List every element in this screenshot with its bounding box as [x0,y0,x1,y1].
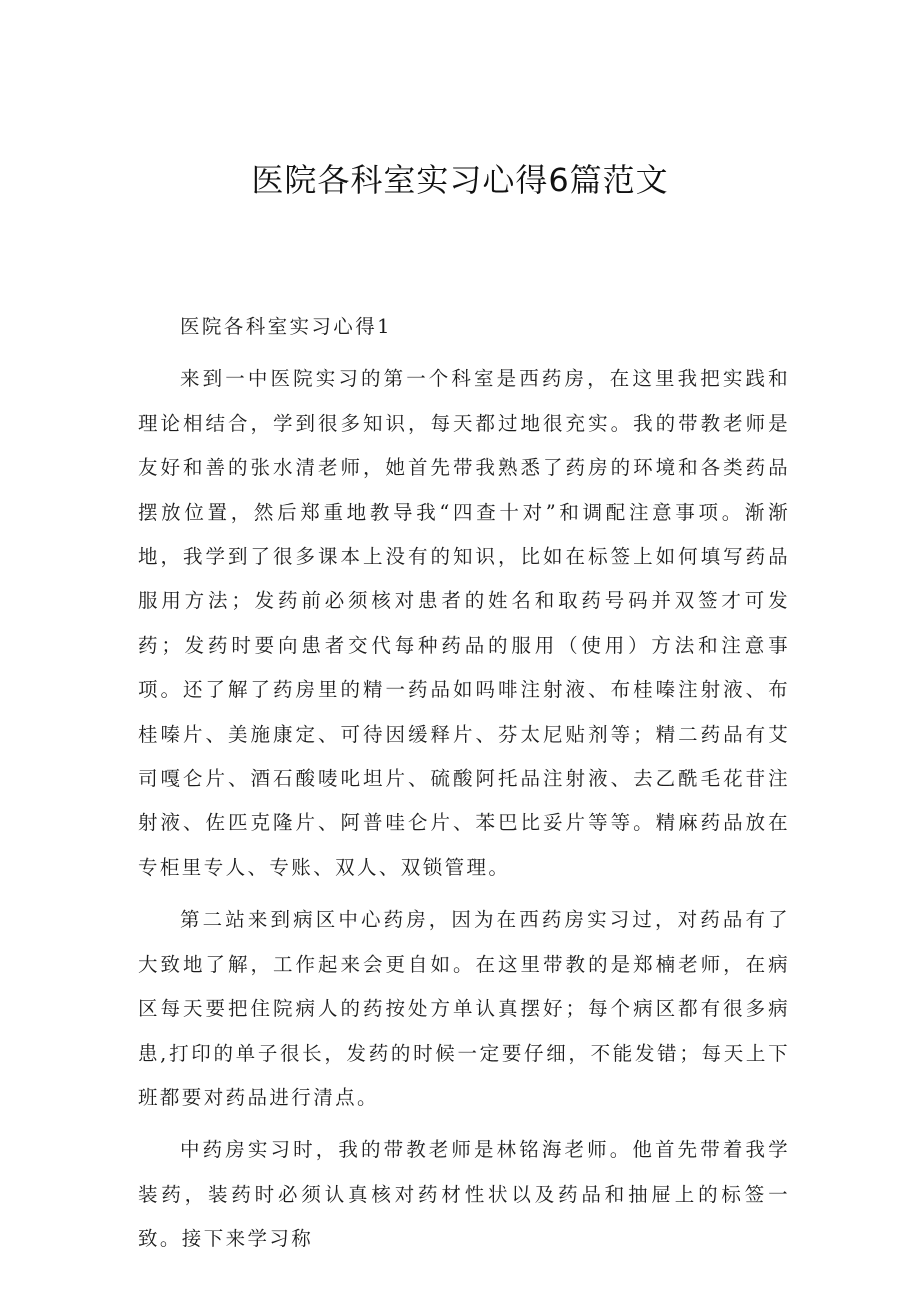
document-title: 医院各科室实习心得6篇范文 [251,161,669,199]
paragraph-3: 中药房实习时，我的带教老师是林铭海老师。他首先带着我学装药，装药时必须认真核对药材性状以及药品和抽屉上的标签一致。接下来学习称 [138,1138,790,1251]
document-body [138,305,790,1270]
section-heading: 医院各科室实习心得1 [180,315,392,338]
paragraph-1: 来到一中医院实习的第一个科室是西药房，在这里我把实践和理论相结合，学到很多知识，每天都过地很充实。我的带教老师是友好和善的张水清老师，她首先带我熟悉了药房的环境和各类药品摆放位置，然后郑重地教导我“四查十对”和调配注意事项。渐渐地，我学到了很多课本上没有的知识，比如在标签上如何填写药品服用方法；发药前必须核对患者的姓名和取药号码并双签才可发药；发药时要向患者交代每种药品的服用（使用）方法和注意事项。还了解了药房里的精一药品如吗啡注射液、布桂嗪注射液、布桂嗪片、美施康定、可待因缓释片、芬太尼贴剂等；精二药品有艾司嘎仑片、酒石酸唛叱坦片、硫酸阿托品注射液、去乙酰毛花苷注射液、佐匹克隆片、阿普哇仑片、苯巴比妥片等等。精麻药品放在专柜里专人、专账、双人、双锁管理。 [138,367,790,879]
paragraph-2: 第二站来到病区中心药房，因为在西药房实习过，对药品有了大致地了解，工作起来会更自如。在这里带教的是郑楠老师，在病区每天要把住院病人的药按处方单认真摆好；每个病区都有很多病患,打印的单子很长，发药的时候一定要仔细，不能发错；每天上下班都要对药品进行清点。 [138,908,790,1109]
